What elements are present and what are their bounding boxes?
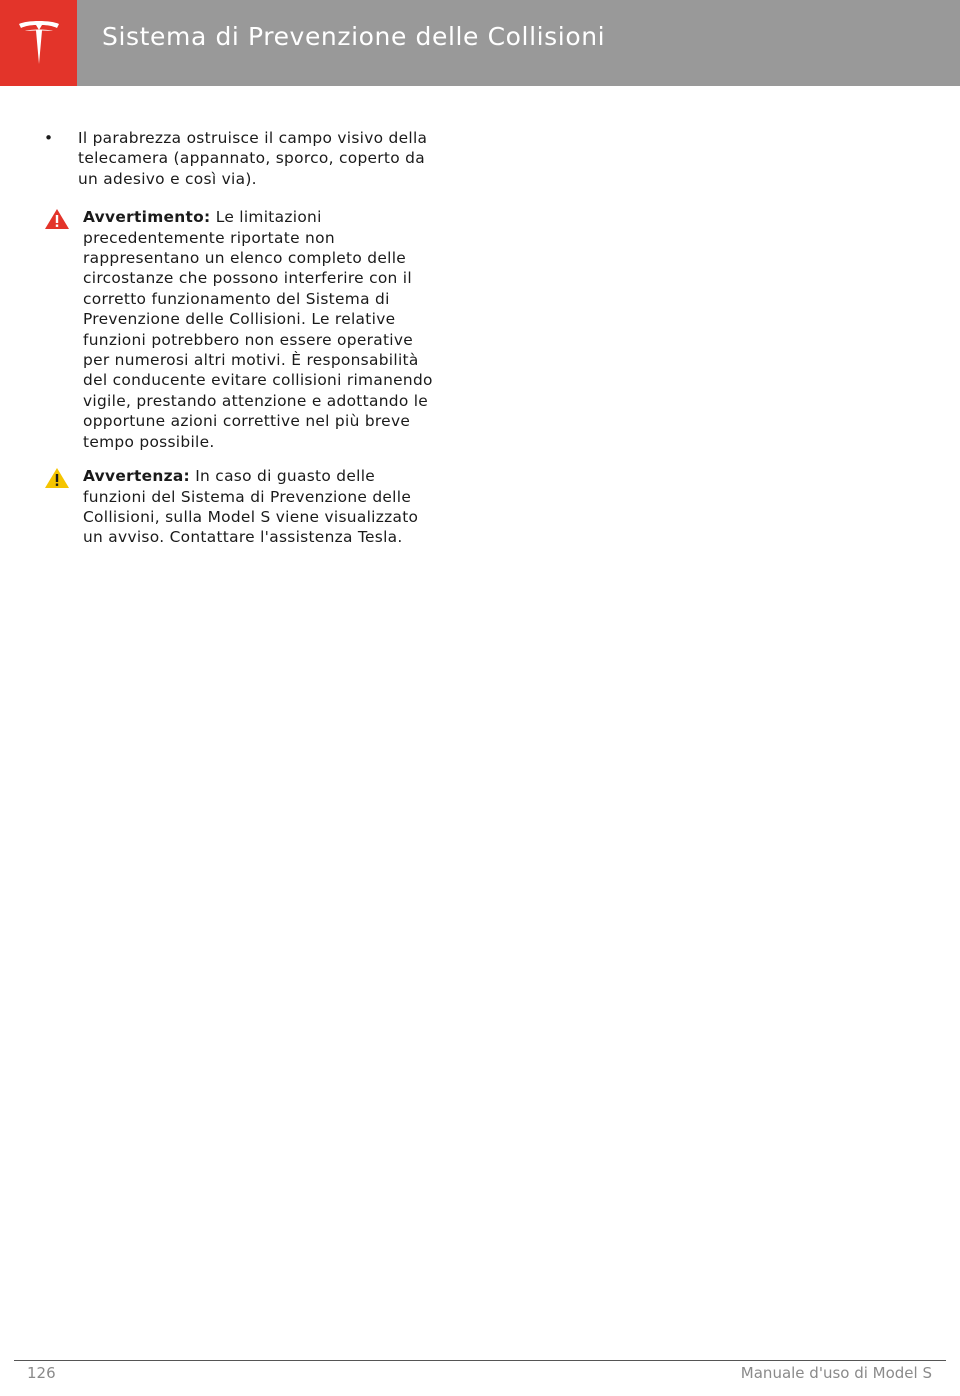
footer-divider <box>14 1360 946 1361</box>
footer-title: Manuale d'uso di Model S <box>740 1364 932 1382</box>
bullet-dot: • <box>44 129 54 147</box>
logo-badge <box>0 0 77 86</box>
warning-notice <box>44 207 435 452</box>
tesla-logo-icon <box>17 18 61 68</box>
caution-triangle-yellow-icon <box>44 467 70 489</box>
page-number: 126 <box>27 1364 56 1382</box>
main-content <box>44 128 444 562</box>
page-title: Sistema di Prevenzione delle Collisioni <box>102 22 606 51</box>
page-header <box>0 0 960 86</box>
warning-triangle-red-icon <box>44 208 70 230</box>
caution-text: In caso di guasto delle funzioni del Sistema di Prevenzione delle Collisioni, sulla Model S viene visualizzato un avviso. Contattare l'assistenza Tesla. <box>83 467 419 547</box>
bullet-text: Il parabrezza ostruisce il campo visivo della telecamera (appannato, sporco, coperto da un adesivo e così via). <box>78 129 428 188</box>
warning-text: Le limitazioni precedentemente riportate non rappresentano un elenco completo delle circostanze che possono interferire con il corretto funzionamento del Sistema di Prevenzione delle Collisioni. Le relative funzioni potrebbero non essere operative per numerosi altri motivi. È responsabilità del conducente evitare collisioni rimanendo vigile, prestando attenzione e adottando le opportune azioni correttive nel più breve tempo possibile. <box>83 208 433 451</box>
warning-label: Avvertimento: <box>83 208 211 227</box>
list-item <box>44 128 430 189</box>
caution-label: Avvertenza: <box>83 467 191 486</box>
caution-notice <box>44 466 435 548</box>
